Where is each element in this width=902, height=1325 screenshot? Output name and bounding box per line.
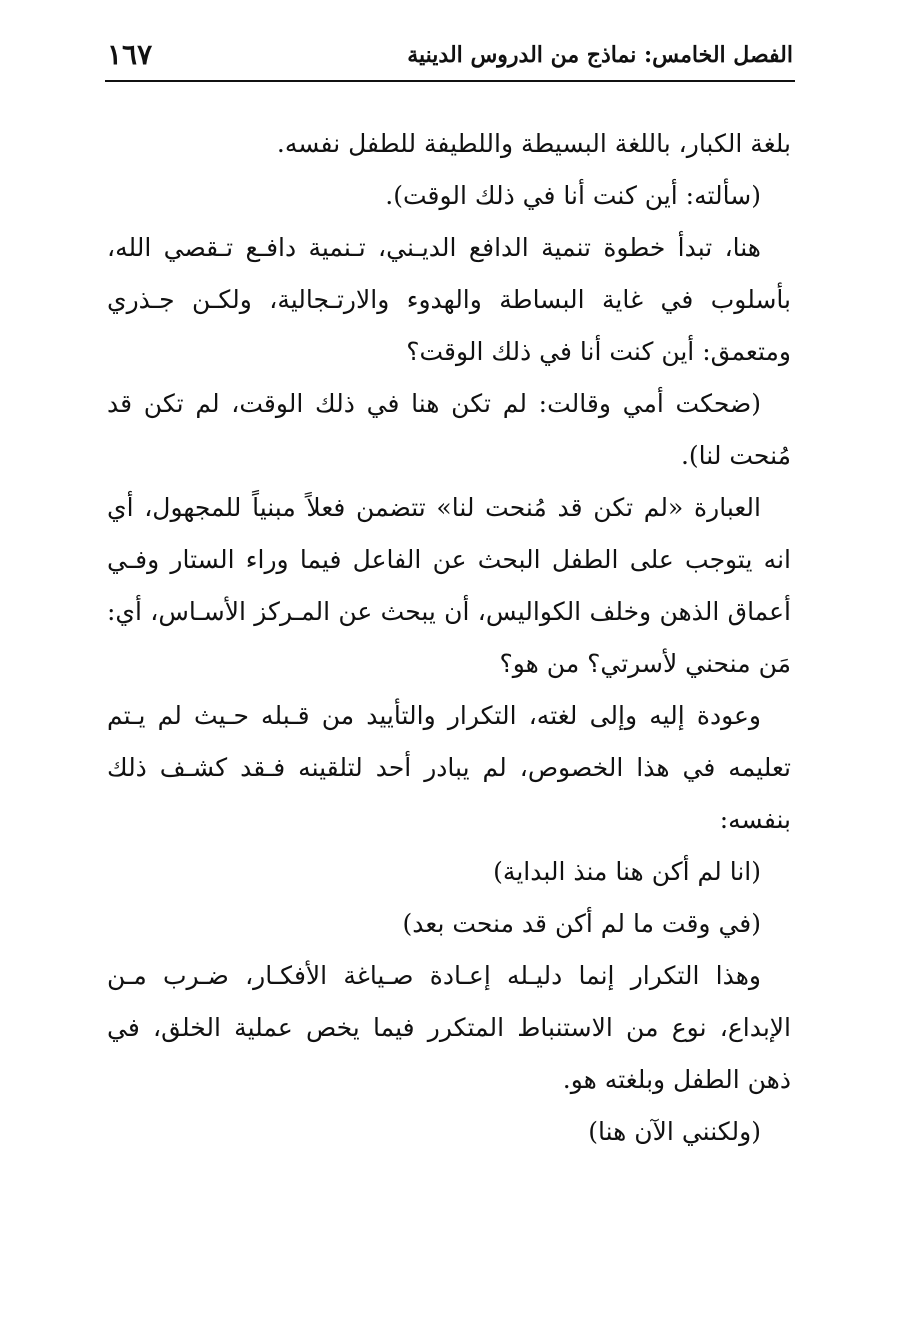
paragraph: وعودة إليه وإلى لغته، التكرار والتأييد من قـبله حـيث لم يـتم تعليمه في هذا الخصوص، لم يبادر أحد لتلقينه فـقد كشـف ذلك بنفسه: bbox=[107, 701, 791, 834]
running-title: الفصل الخامس: نماذج من الدروس الدينية bbox=[407, 42, 793, 68]
quoted-line: (سألته: أين كنت أنا في ذلك الوقت). bbox=[385, 181, 761, 210]
quoted-line: (ولكنني الآن هنا) bbox=[588, 1117, 761, 1146]
paragraph: (ضحكت أمي وقالت: لم تكن هنا في ذلك الوقت، لم تكن قد مُنحت لنا). bbox=[107, 389, 791, 470]
header-divider bbox=[105, 80, 795, 82]
paragraph: هنا، تبدأ خطوة تنمية الدافع الديـني، تـنمية دافـع تـقصي الله، بأسلوب في غاية البساطة والهدوء والارتـجالية، ولكـن جـذري ومتعمق: أين كنت أنا في ذلك الوقت؟ bbox=[107, 233, 791, 366]
page-header bbox=[107, 38, 793, 78]
paragraph: بلغة الكبار، باللغة البسيطة واللطيفة للطفل نفسه. bbox=[276, 129, 791, 158]
paragraph: العبارة «لم تكن قد مُنحت لنا» تتضمن فعلاً مبنياً للمجهول، أي انه يتوجب على الطفل البحث عن الفاعل فيما وراء الستار وفـي أعماق الذهن وخلف الكواليس، أن يبحث عن المـركز الأسـاس، أي: مَن منحني لأسرتي؟ من هو؟ bbox=[107, 493, 791, 678]
quoted-line: (في وقت ما لم أكن قد منحت بعد) bbox=[402, 909, 761, 938]
paragraph: وهذا التكرار إنما دليـله إعـادة صـياغة الأفكـار، ضـرب مـن الإبداع، نوع من الاستنباط المتكرر فيما يخص عملية الخلق، في ذهن الطفل وبلغته هو. bbox=[107, 961, 791, 1094]
page-number: ١٦٧ bbox=[107, 38, 153, 71]
quoted-line: (انا لم أكن هنا منذ البداية) bbox=[493, 857, 761, 886]
body-text bbox=[107, 118, 791, 1158]
